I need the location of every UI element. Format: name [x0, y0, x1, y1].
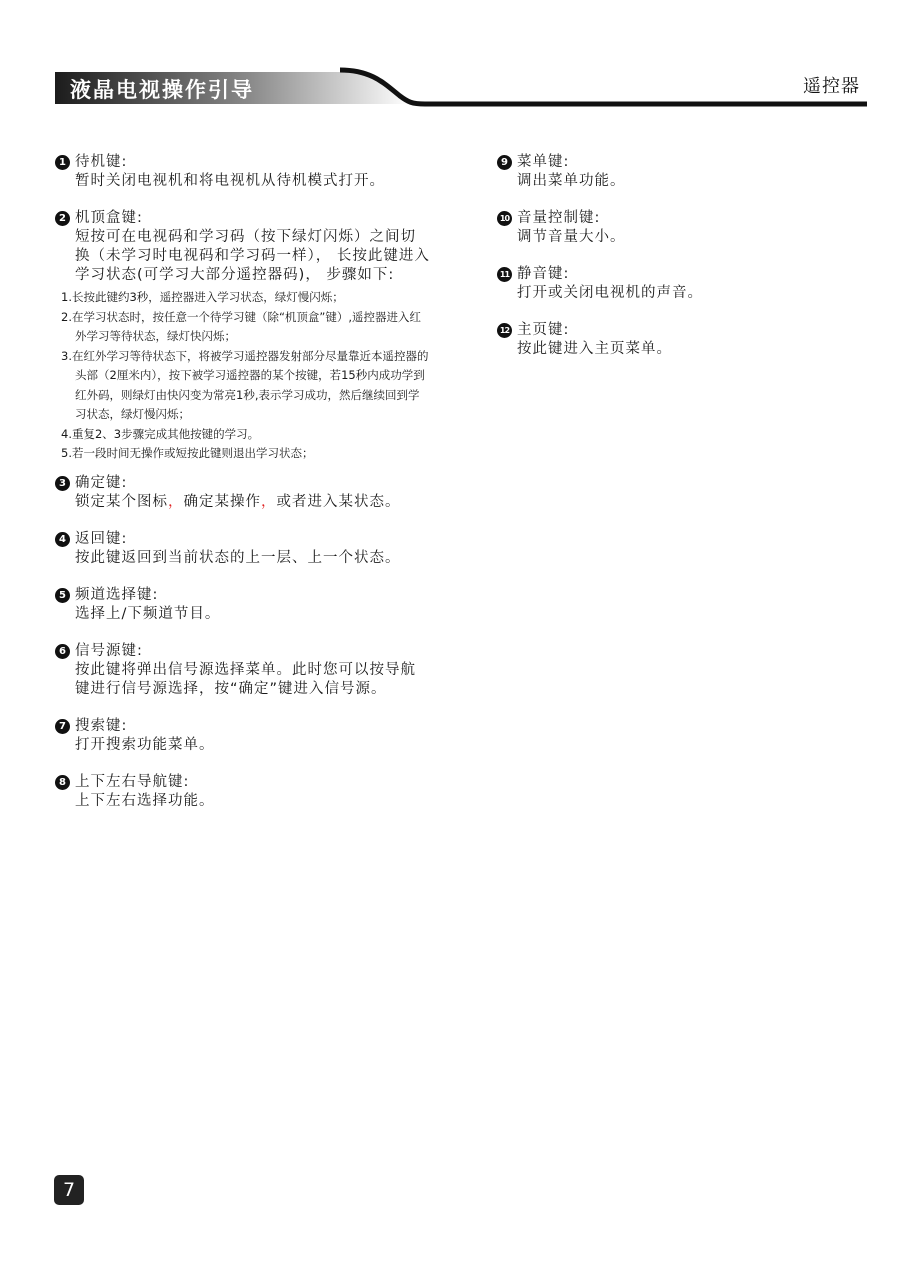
- item-title: 搜索键:: [75, 717, 128, 734]
- step-2: 2.在学习状态时，按任意一个待学习键（除“机顶盒”键）,遥控器进入红外学习等待状态，绿灯快闪烁；: [61, 309, 422, 343]
- item-source: [55, 642, 430, 699]
- step-5: 5.若一段时间无操作或短按此键则退出学习状态；: [61, 446, 314, 460]
- item-desc: 打开或关闭电视机的声音。: [517, 285, 703, 301]
- item-standby: [55, 153, 430, 191]
- number-badge-4: 4: [55, 532, 70, 547]
- item-title: 待机键:: [75, 154, 128, 170]
- header-title: 液晶电视操作引导: [70, 78, 254, 102]
- item-title: 确定键:: [75, 474, 128, 491]
- number-badge-6: 6: [55, 644, 70, 659]
- item-desc: 上下左右选择功能。: [75, 792, 215, 809]
- desc-part-c: 或者进入某状态。: [276, 493, 401, 510]
- number-badge-11: 11: [497, 267, 512, 282]
- item-channel-select: [55, 586, 430, 624]
- number-badge-12: 12: [497, 323, 512, 338]
- right-column: [497, 153, 877, 377]
- item-desc: 打开搜索功能菜单。: [75, 736, 215, 753]
- page-header: [0, 0, 922, 120]
- item-home: [497, 321, 877, 359]
- item-menu: [497, 153, 877, 191]
- item-desc: 选择上/下频道节目。: [75, 605, 221, 622]
- item-title: 主页键:: [517, 322, 570, 338]
- number-badge-7: 7: [55, 719, 70, 734]
- item-volume: [497, 209, 877, 247]
- item-title: 频道选择键:: [75, 586, 159, 603]
- step-4: 4.重复2、3步骤完成其他按键的学习。: [61, 426, 260, 441]
- item-desc: 暂时关闭电视机和将电视机从待机模式打开。: [75, 173, 385, 189]
- red-comma: ，: [261, 493, 277, 510]
- item-desc: 调出菜单功能。: [517, 173, 626, 189]
- step-3: 3.在红外学习等待状态下，将被学习遥控器发射部分尽量靠近本遥控器的头部（2厘米内），按下被学习遥控器的某个按键，若15秒内成功学到红外码，则绿灯由快闪变为常亮1秒,表示学习成功，然后继续回到学习状态，绿灯慢闪烁；: [61, 348, 429, 421]
- item-title: 机顶盒键:: [75, 210, 143, 226]
- item-title: 音量控制键:: [517, 210, 601, 226]
- item-desc: [75, 493, 430, 512]
- item-mute: [497, 265, 877, 303]
- item-title: 菜单键:: [517, 154, 570, 170]
- item-desc: 按此键进入主页菜单。: [517, 341, 672, 357]
- number-badge-9: 9: [497, 155, 512, 170]
- item-title: 静音键:: [517, 266, 570, 282]
- item-title: 信号源键:: [75, 642, 143, 659]
- number-badge-2: 2: [55, 211, 70, 226]
- number-badge-10: 10: [497, 211, 512, 226]
- item-ok: [55, 474, 430, 512]
- item-search: [55, 717, 430, 755]
- item-desc: 短按可在电视码和学习码（按下绿灯闪烁）之间切换（未学习时电视码和学习码一样）， 长按此键进入学习状态(可学习大部分遥控器码)， 步骤如下:: [75, 229, 430, 283]
- number-badge-1: 1: [55, 155, 70, 170]
- item-title: 上下左右导航键:: [75, 773, 190, 790]
- red-comma: ，: [168, 493, 184, 510]
- learning-steps: [61, 288, 430, 464]
- item-title: 返回键:: [75, 530, 128, 547]
- item-back: [55, 530, 430, 568]
- page-number: 7: [54, 1175, 84, 1205]
- header-section-label: 遥控器: [803, 76, 860, 97]
- step-1: 1.长按此键约3秒，遥控器进入学习状态，绿灯慢闪烁；: [61, 290, 344, 304]
- number-badge-8: 8: [55, 775, 70, 790]
- item-navigation: [55, 773, 430, 811]
- number-badge-5: 5: [55, 588, 70, 603]
- number-badge-3: 3: [55, 476, 70, 491]
- item-desc: 按此键将弹出信号源选择菜单。此时您可以按导航键进行信号源选择，按“确定”键进入信号源。: [75, 661, 416, 697]
- desc-part-b: 确定某操作: [183, 493, 261, 510]
- left-column: [55, 153, 430, 829]
- item-set-top-box: [55, 209, 430, 464]
- item-desc: 按此键返回到当前状态的上一层、上一个状态。: [75, 549, 401, 566]
- desc-part-a: 锁定某个图标: [75, 493, 168, 510]
- item-desc: 调节音量大小。: [517, 229, 626, 245]
